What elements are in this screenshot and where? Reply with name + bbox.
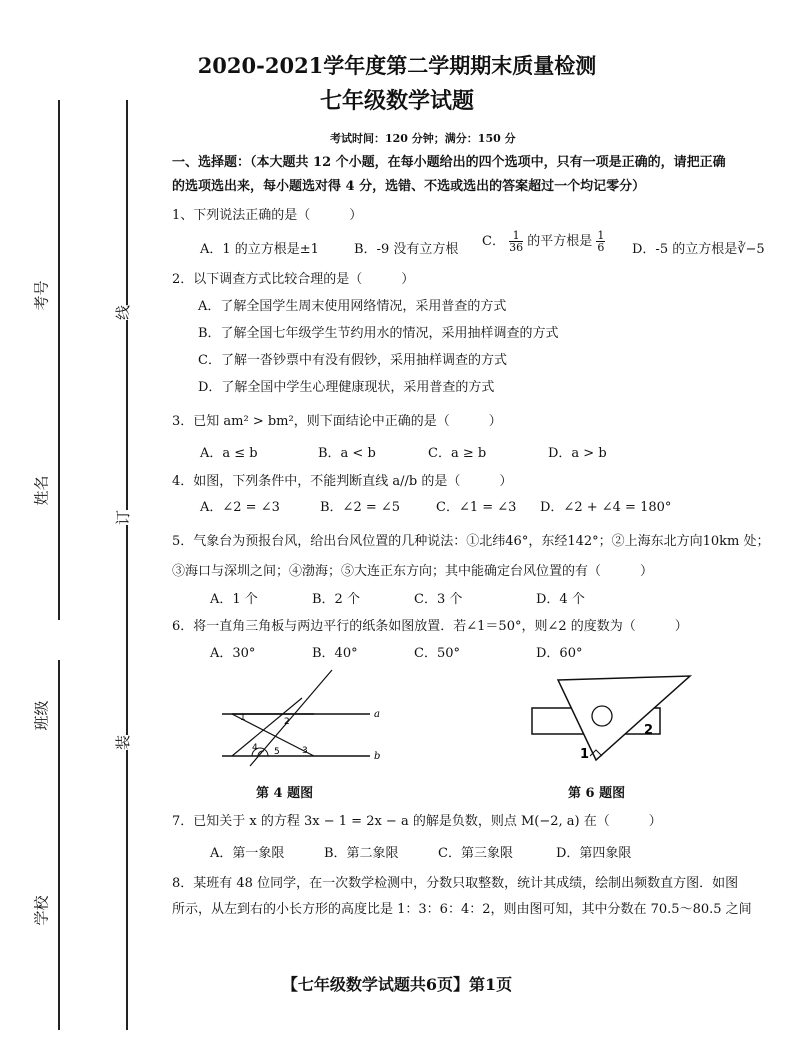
side-label-class: 班级 <box>32 700 51 731</box>
question-7-stem: 7．已知关于 x 的方程 3x − 1 = 2x − a 的解是负数，则点 M(−2, a) 在（ ） <box>172 814 662 829</box>
question-1-stem: 1、下列说法正确的是（ ） <box>172 208 363 223</box>
question-4-option-c: C．∠1 = ∠3 <box>436 500 517 515</box>
question-3-option-b: B．a < b <box>318 446 376 461</box>
fig6-label-1: 1 <box>580 747 590 762</box>
question-2-option-d: D．了解全国中学生心理健康现状，采用普查的方式 <box>198 380 495 395</box>
question-6-option-a: A．30° <box>210 646 256 661</box>
side-label-name: 姓名 <box>32 475 51 506</box>
question-4-stem: 4．如图，下列条件中，不能判断直线 a//b 的是（ ） <box>172 474 513 489</box>
figure-4-caption: 第 4 题图 <box>256 786 314 801</box>
question-7-option-a: A．第一象限 <box>210 846 285 861</box>
side-label-exam-number: 考号 <box>32 280 51 311</box>
question-5-option-c: C．3 个 <box>414 592 463 607</box>
question-4-option-a: A．∠2 = ∠3 <box>200 500 280 515</box>
figure-6-caption: 第 6 题图 <box>568 786 626 801</box>
question-5-option-d: D．4 个 <box>536 592 585 607</box>
binding-mark-bind: 装 <box>110 735 135 750</box>
question-4-option-b: B．∠2 = ∠5 <box>320 500 401 515</box>
question-3-option-a: A．a ≤ b <box>200 446 258 461</box>
binding-line-right <box>126 100 128 1030</box>
question-2-option-a: A．了解全国学生周末使用网络情况，采用普查的方式 <box>198 299 507 314</box>
page-title: 2020-2021学年度第二学期期末质量检测 <box>197 53 597 78</box>
question-4-option-d: D．∠2 + ∠4 = 180° <box>540 500 672 515</box>
fig6-label-2: 2 <box>644 723 654 738</box>
question-6-stem: 6．将一直角三角板与两边平行的纸条如图放置．若∠1＝50°，则∠2 的度数为（ ） <box>172 619 688 634</box>
side-label-school: 学校 <box>32 895 51 926</box>
fraction-1-6: $\frac{1}{6}$ <box>597 229 605 254</box>
fig4-label-2: 2 <box>284 717 290 727</box>
fig4-label-a: a <box>374 709 380 720</box>
exam-info: 考试时间：120 分钟；满分：150 分 <box>330 132 516 145</box>
question-3-option-d: D．a > b <box>548 446 607 461</box>
section-heading-line1: 一、选择题：（本大题共 12 个小题，在每小题给出的四个选项中，只有一项是正确的，请把正确 <box>172 155 726 170</box>
question-7-option-b: B．第二象限 <box>324 846 399 861</box>
question-1-option-a: A．1 的立方根是±1 <box>200 242 319 257</box>
question-5-option-b: B．2 个 <box>312 592 360 607</box>
fig4-label-1: 1 <box>240 713 246 723</box>
question-1-option-c-letter: C． <box>482 234 505 249</box>
page-subtitle: 七年级数学试题 <box>319 88 474 114</box>
question-2-option-b: B．了解全国七年级学生节约用水的情况，采用抽样调查的方式 <box>198 326 559 341</box>
question-1-option-c: C． $\frac{1}{36}$ 的平方根是 $\frac{1}{6}$ <box>482 229 605 254</box>
question-7-option-d: D．第四象限 <box>556 846 632 861</box>
page-footer: 【七年级数学试题共6页】第1页 <box>281 975 513 994</box>
question-5-option-a: A．1 个 <box>210 592 258 607</box>
question-7-option-c: C．第三象限 <box>438 846 513 861</box>
fig4-label-3: 3 <box>302 746 308 756</box>
question-8-stem-line1: 8．某班有 48 位同学，在一次数学检测中，分数只取整数，统计其成绩，绘制出频数直方图．如图 <box>172 876 739 891</box>
question-6-option-b: B．40° <box>312 646 358 661</box>
question-3-stem: 3．已知 am² > bm²，则下面结论中正确的是（ ） <box>172 414 502 429</box>
question-5-stem-line2: ③海口与深圳之间；④渤海；⑤大连正东方向；其中能确定台风位置的有（ ） <box>172 564 654 579</box>
question-3-option-c: C．a ≥ b <box>428 446 487 461</box>
binding-mark-line: 线 <box>110 305 135 320</box>
question-1-option-d: D．-5 的立方根是∛−5 <box>632 242 765 257</box>
question-1-option-b: B．-9 没有立方根 <box>354 242 459 257</box>
question-8-stem-line2: 所示，从左到右的小长方形的高度比是 1：3：6：4：2，则由图可知，其中分数在 70.5～80.5 之间 <box>172 902 752 917</box>
question-6-option-d: D．60° <box>536 646 583 661</box>
question-5-stem-line1: 5．气象台为预报台风，给出台风位置的几种说法：①北纬46°，东经142°；②上海东北方向10km 处； <box>172 534 770 549</box>
binding-mark-staple: 订 <box>110 510 135 525</box>
fig4-label-4: 4 <box>252 743 258 753</box>
fig4-label-b: b <box>374 751 381 762</box>
figure-6-diagram <box>530 668 700 768</box>
section-heading-line2: 的选项选出来，每小题选对得 4 分，选错、不选或选出的答案超过一个均记零分） <box>172 179 646 194</box>
question-6-option-c: C．50° <box>414 646 460 661</box>
binding-line-left <box>58 100 60 620</box>
figure-4-diagram <box>222 668 392 768</box>
fraction-1-36: $\frac{1}{36}$ <box>509 229 524 254</box>
question-2-option-c: C．了解一沓钞票中有没有假钞，采用抽样调查的方式 <box>198 353 507 368</box>
question-2-stem: 2．以下调查方式比较合理的是（ ） <box>172 272 415 287</box>
fig4-label-5: 5 <box>274 747 280 757</box>
